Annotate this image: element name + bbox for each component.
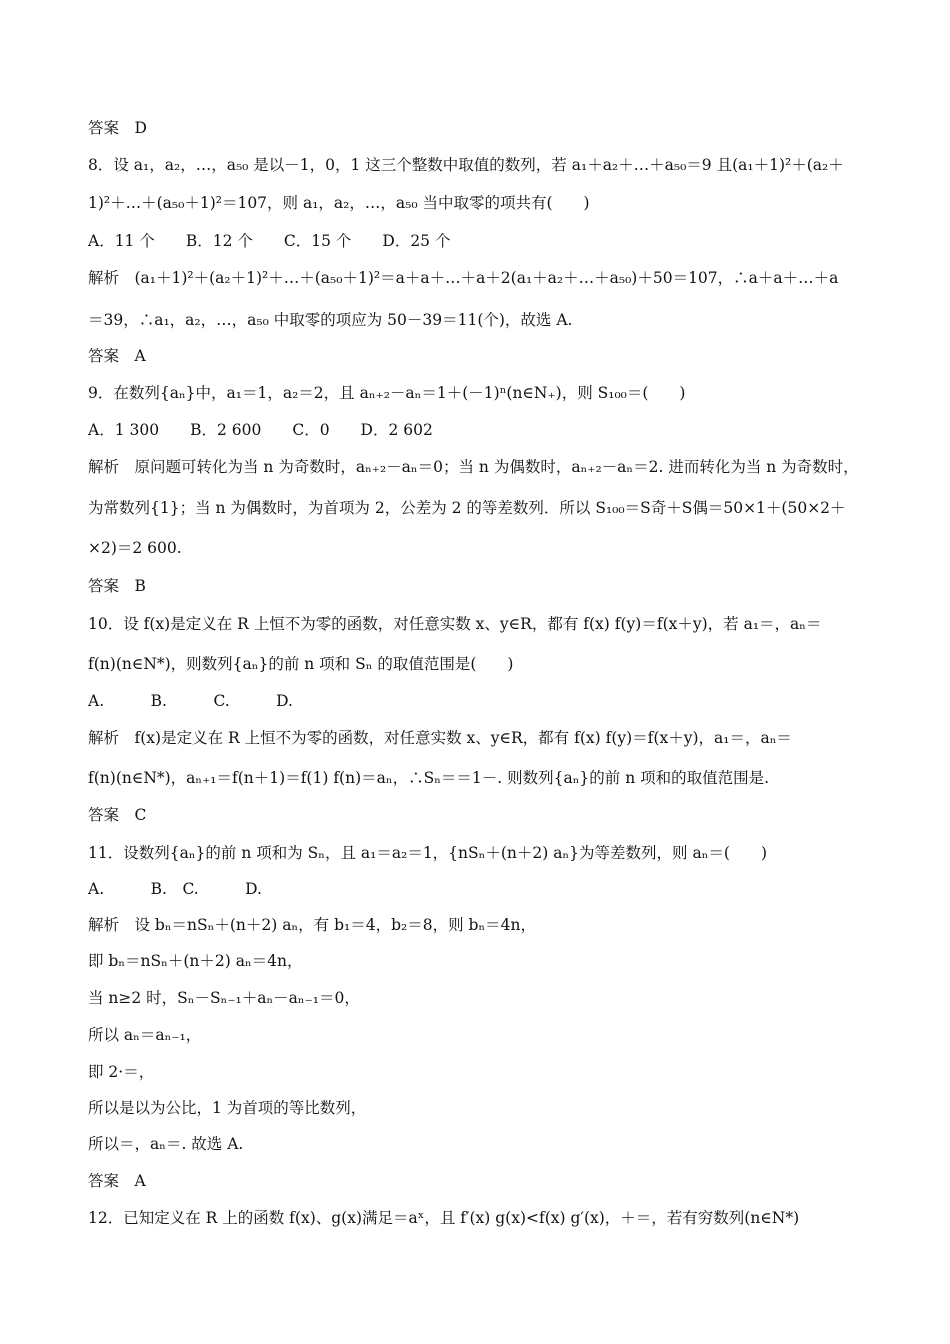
answer-11: 答案 A — [88, 1172, 146, 1190]
answer-9: 答案 B — [88, 577, 146, 595]
question-8-line-2: 1)²＋…＋(a₅₀＋1)²＝107，则 a₁，a₂，…，a₅₀ 当中取零的项共有( ) — [88, 194, 590, 212]
question-10-options: A. B. C. D. — [88, 692, 293, 710]
solution-10-line-1: 解析 f(x)是定义在 R 上恒不为零的函数，对任意实数 x、y∈R，都有 f(x) f(y)＝f(x＋y)，a₁＝，aₙ＝ — [88, 729, 792, 747]
solution-11-line-1: 解析 设 bₙ＝nSₙ＋(n＋2) aₙ，有 b₁＝4，b₂＝8，则 bₙ＝4n， — [88, 916, 536, 934]
answer-8: 答案 A — [88, 347, 146, 365]
solution-9-line-2: 为常数列{1}；当 n 为偶数时，为首项为 2，公差为 2 的等差数列．所以 S₁₀₀＝S奇＋S偶＝50×1＋(50×2＋ — [88, 499, 846, 517]
solution-10-line-2: f(n)(n∈N*)，aₙ₊₁＝f(n＋1)＝f(1) f(n)＝aₙ，∴Sₙ＝＝1－. 则数列{aₙ}的前 n 项和的取值范围是. — [88, 769, 770, 787]
solution-9-line-3: ×2)＝2 600. — [88, 539, 182, 557]
solution-8-line-2: ＝39，∴a₁，a₂，…，a₅₀ 中取零的项应为 50－39＝11(个)，故选 A. — [88, 311, 573, 329]
solution-11-line-5: 即 2·＝， — [88, 1063, 155, 1081]
answer-10: 答案 C — [88, 806, 147, 824]
question-9-options: A．1 300 B．2 600 C．0 D．2 602 — [88, 421, 433, 439]
solution-11-line-2: 即 bₙ＝nSₙ＋(n＋2) aₙ＝4n， — [88, 952, 303, 970]
solution-11-line-3: 当 n≥2 时，Sₙ－Sₙ₋₁＋aₙ－aₙ₋₁＝0， — [88, 989, 360, 1007]
question-11-options: A. B. C. D. — [88, 880, 262, 898]
question-10-line-2: f(n)(n∈N*)，则数列{aₙ}的前 n 项和 Sₙ 的取值范围是( ) — [88, 655, 514, 673]
question-9: 9．在数列{aₙ}中，a₁＝1，a₂＝2，且 aₙ₊₂－aₙ＝1＋(－1)ⁿ(n∈N₊)，则 S₁₀₀＝( ) — [88, 384, 686, 402]
answer-7: 答案 D — [88, 119, 147, 137]
solution-11-line-7: 所以＝，aₙ＝. 故选 A. — [88, 1135, 244, 1153]
solution-9-line-1: 解析 原问题可转化为当 n 为奇数时，aₙ₊₂－aₙ＝0；当 n 为偶数时，aₙ₊₂－aₙ＝2. 进而转化为当 n 为奇数时， — [88, 458, 859, 476]
solution-8-line-1: 解析 (a₁＋1)²＋(a₂＋1)²＋…＋(a₅₀＋1)²＝a＋a＋…＋a＋2(a₁＋a₂＋…＋a₅₀)＋50＝107，∴a＋a＋…＋a — [88, 269, 839, 287]
question-10-line-1: 10．设 f(x)是定义在 R 上恒不为零的函数，对任意实数 x、y∈R，都有 f(x) f(y)＝f(x＋y)，若 a₁＝，aₙ＝ — [88, 615, 822, 633]
question-8-options: A．11 个 B．12 个 C．15 个 D．25 个 — [88, 232, 451, 250]
solution-11-line-4: 所以 aₙ＝aₙ₋₁， — [88, 1026, 202, 1044]
question-11: 11．设数列{aₙ}的前 n 项和为 Sₙ，且 a₁＝a₂＝1，{nSₙ＋(n＋2) aₙ}为等差数列，则 aₙ＝( ) — [88, 844, 767, 862]
question-12: 12．已知定义在 R 上的函数 f(x)、g(x)满足＝aˣ，且 f′(x) g(x)<f(x) g′(x)，＋＝，若有穷数列(n∈N*) — [88, 1209, 800, 1227]
question-8-line-1: 8．设 a₁，a₂，…，a₅₀ 是以－1，0，1 这三个整数中取值的数列，若 a₁＋a₂＋…＋a₅₀＝9 且(a₁＋1)²＋(a₂＋ — [88, 156, 844, 174]
solution-11-line-6: 所以是以为公比，1 为首项的等比数列， — [88, 1099, 367, 1117]
